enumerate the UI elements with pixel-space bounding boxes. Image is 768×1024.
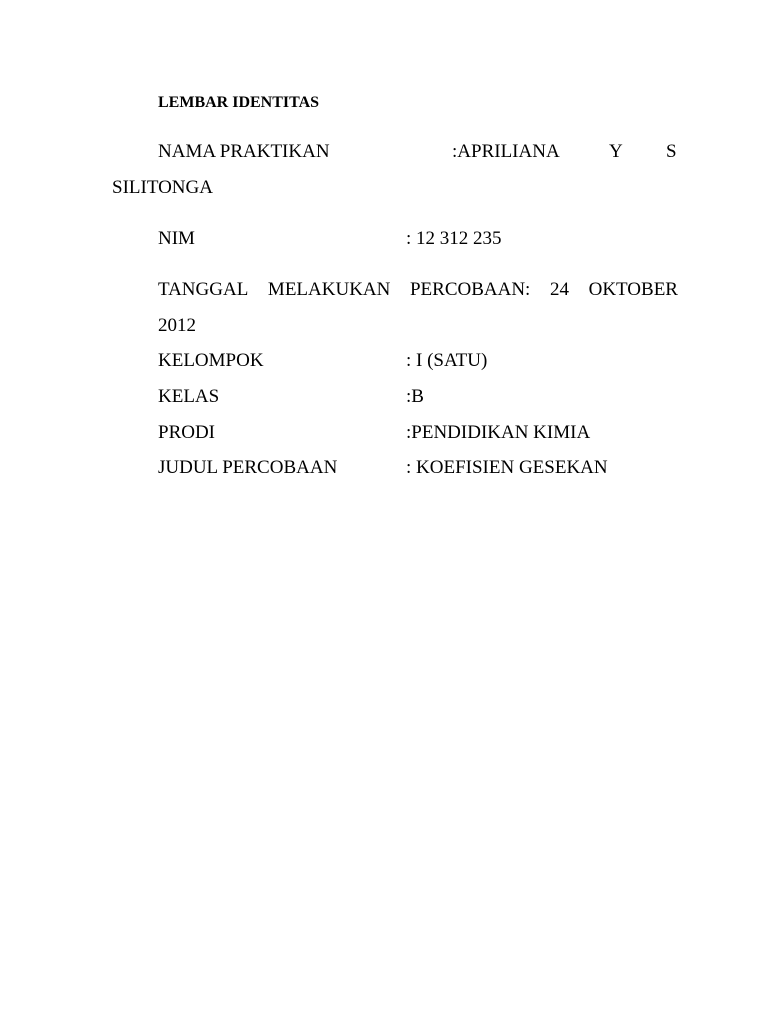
kelompok-label: KELOMPOK	[158, 350, 264, 371]
document-heading: LEMBAR IDENTITAS	[158, 94, 320, 111]
tanggal-line	[158, 279, 678, 301]
nama-value-word-3: S	[666, 141, 677, 162]
nama-value-word-1: :APRILIANA	[452, 141, 560, 162]
nim-value: : 12 312 235	[406, 228, 502, 249]
tanggal-word-2: MELAKUKAN	[267, 279, 391, 300]
kelas-label: KELAS	[158, 386, 220, 407]
kelompok-value: : I (SATU)	[406, 350, 488, 371]
tanggal-word-4: 24	[549, 279, 569, 300]
tanggal-word-5: OKTOBER	[588, 279, 678, 300]
nama-value-word-2: Y	[609, 141, 623, 162]
prodi-label: PRODI	[158, 422, 216, 443]
prodi-value: :PENDIDIKAN KIMIA	[406, 422, 591, 443]
judul-value: : KOEFISIEN GESEKAN	[406, 457, 608, 478]
nama-value-continued: SILITONGA	[112, 177, 213, 198]
nama-label: NAMA PRAKTIKAN	[158, 141, 330, 162]
tanggal-word-1: TANGGAL	[158, 279, 249, 300]
tanggal-word-3: PERCOBAAN:	[409, 279, 531, 300]
judul-label: JUDUL PERCOBAAN	[158, 457, 338, 478]
tanggal-continued: 2012	[158, 315, 196, 336]
kelas-value: :B	[406, 386, 424, 407]
nim-label: NIM	[158, 228, 195, 249]
